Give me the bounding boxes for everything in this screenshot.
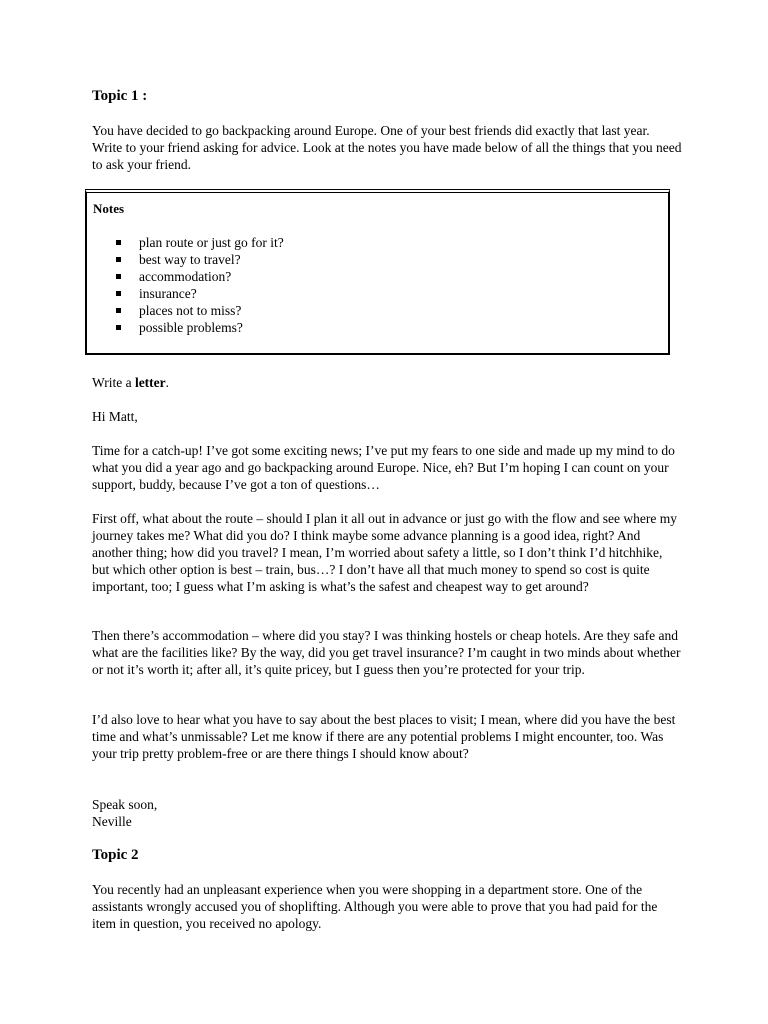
letter-paragraph-text: I’d also love to hear what you have to say about the best places to visit; I mean, where did you have the best time and what’s unmissable? Let me know if there are any potential problems I might encounter, too. Was your trip pretty problem-free or are there things I should know about?: [92, 712, 676, 761]
topic1-intro: [92, 122, 682, 173]
topic2-intro: [92, 881, 682, 932]
letter-paragraph-1: [92, 442, 682, 493]
instruction-bold: letter: [134, 375, 166, 390]
topic2-heading-text: Topic 2: [92, 847, 139, 863]
instruction-line: [92, 374, 682, 391]
letter-greeting-text: Hi Matt,: [92, 409, 138, 424]
topic1-heading: [92, 88, 682, 105]
letter-paragraph-4: [92, 711, 682, 762]
topic1-instruction: [92, 374, 682, 391]
notes-title: Notes: [93, 201, 125, 216]
notes-item: best way to travel?: [114, 251, 284, 268]
notes-item: insurance?: [114, 285, 284, 302]
notes-item: plan route or just go for it?: [114, 234, 284, 251]
letter-paragraph-text: Time for a catch-up! I’ve got some exciting news; I’ve put my fears to one side and made up my mind to do what you did a year ago and go backpacking around Europe. Nice, eh? But I’m hoping I can count on your support, buddy, because I’ve got a ton of questions…: [92, 443, 675, 492]
topic1-heading-text: Topic 1 :: [92, 88, 148, 104]
instruction-prefix: Write a: [92, 375, 135, 390]
topic2-heading: [92, 847, 682, 864]
letter-paragraph-text: First off, what about the route – should I plan it all out in advance or just go with the flow and see where my journey takes me? What did you do? I think maybe some advance planning is a good idea, right? And another thing; how did you travel? I mean, I’m worried about safety a little, so I don’t think I’d hitchhike, but which other option is best – train, bus…? I don’t have all that much money to spend so cost is quite important, too; I guess what I’m asking is what’s the safest and cheapest way to get around?: [92, 511, 678, 594]
topic2-intro-text: You recently had an unpleasant experience when you were shopping in a department store. One of the assistants wrongly accused you of shoplifting. Although you were able to prove that you had paid for the item in question, you received no apology.: [92, 882, 658, 931]
notes-item: accommodation?: [114, 268, 284, 285]
letter-signature-text: Neville: [92, 814, 132, 829]
letter-greeting: [92, 408, 682, 425]
notes-box: [85, 189, 670, 355]
notes-item: places not to miss?: [114, 302, 284, 319]
instruction-suffix: .: [165, 375, 170, 390]
letter-paragraph-2: [92, 510, 682, 595]
letter-paragraph-3: [92, 627, 682, 678]
notes-list: [114, 234, 284, 336]
topic1-intro-text: You have decided to go backpacking around Europe. One of your best friends did exactly that last year. Write to your friend asking for advice. Look at the notes you have made below of all the things that you need to ask your friend.: [92, 123, 682, 172]
notes-item: possible problems?: [114, 319, 284, 336]
letter-signoff-text: Speak soon,: [92, 797, 158, 812]
letter-signoff: [92, 796, 682, 830]
letter-paragraph-text: Then there’s accommodation – where did you stay? I was thinking hostels or cheap hotels. Are they safe and what are the facilities like? By the way, did you get travel insurance? I’m caught in two minds about whether or not it’s worth it; after all, it’s quite pricey, but I guess then you’re protected for your trip.: [92, 628, 681, 677]
